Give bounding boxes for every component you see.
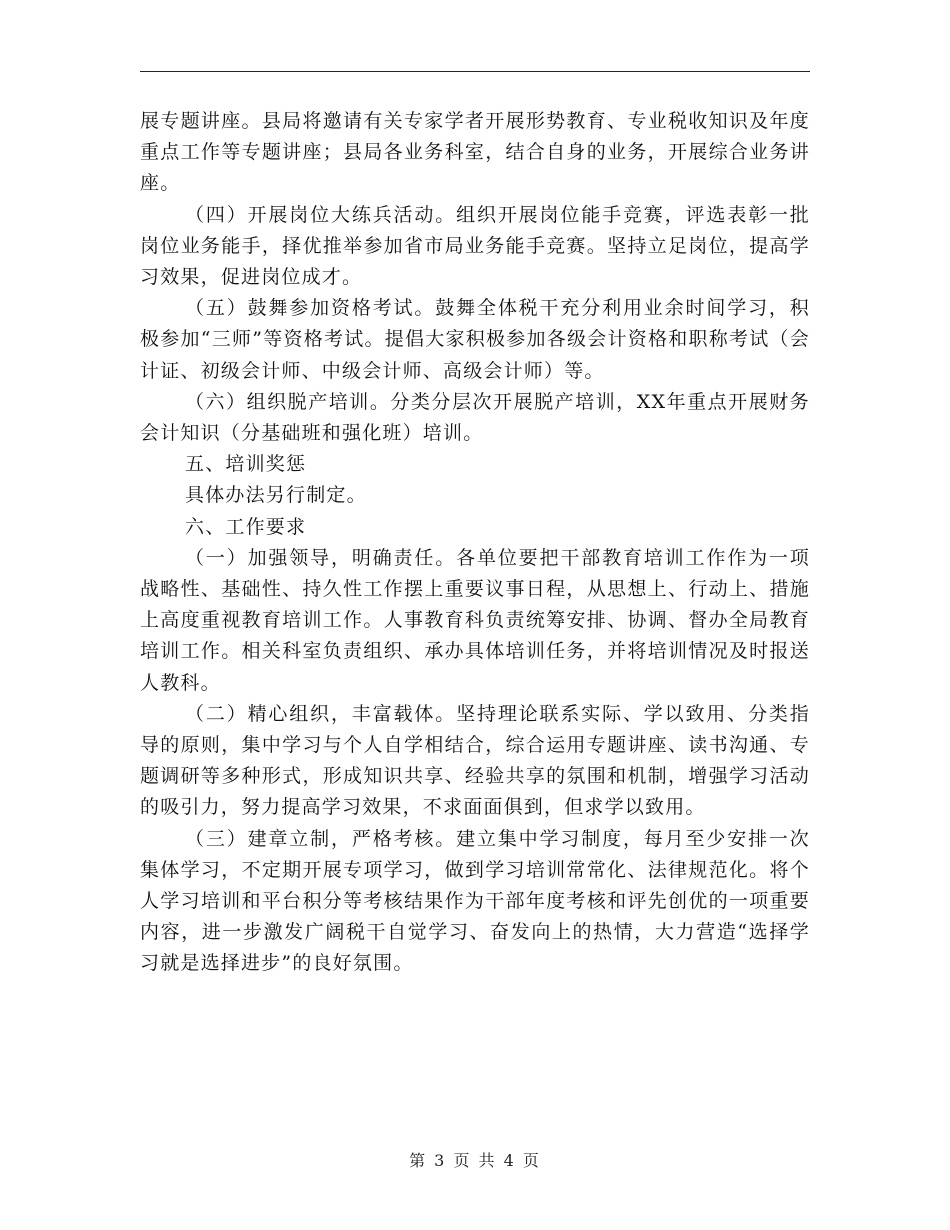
paragraph-job-training: （四）开展岗位大练兵活动。组织开展岗位能手竞赛，评选表彰一批岗位业务能手，择优推举参加省市局业务能手竞赛。坚持立足岗位，提高学习效果，促进岗位成才。 (140, 203, 810, 289)
section-heading-requirements: 六、工作要求 (185, 515, 307, 538)
paragraph-assessment: （三）建章立制，严格考核。建立集中学习制度，每月至少安排一次集体学习，不定期开展专项学习，做到学习培训常常化、法律规范化。将个人学习培训和平台积分等考核结果作为干部年度考核和评先创优的一项重要内容，进一步激发广阔税干自觉学习、奋发向上的热情，大力营造“选择学习就是选择进步”的良好氛围。 (140, 827, 810, 975)
paragraph-lecture-continuation: 展专题讲座。县局将邀请有关专家学者开展形势教育、专业税收知识及年度重点工作等专题讲座；县局各业务科室，结合自身的业务，开展综合业务讲座。 (140, 110, 810, 195)
paragraph-qualification-exam: （五）鼓舞参加资格考试。鼓舞全体税干充分利用业余时间学习，积极参加“三师”等资格考试。提倡大家积极参加各级会计资格和职称考试（会计证、初级会计师、中级会计师、高级会计师）等。 (140, 297, 810, 382)
header-rule (140, 71, 810, 72)
paragraph-leadership: （一）加强领导，明确责任。各单位要把干部教育培训工作作为一项战略性、基础性、持久性工作摆上重要议事日程，从思想上、行动上、措施上高度重视教育培训工作。人事教育科负责统筹安排、协调、督办全局教育培训工作。相关科室负责组织、承办具体培训任务，并将培训情况及时报送人教科。 (140, 546, 810, 694)
page-number-footer: 第 3 页 共 4 页 (409, 1151, 541, 1170)
paragraph-offjob-training: （六）组织脱产培训。分类分层次开展脱产培训，XX年重点开展财务会计知识（分基础班和强化班）培训。 (140, 390, 810, 445)
paragraph-rewards-detail: 具体办法另行制定。 (185, 484, 367, 507)
paragraph-organization: （二）精心组织，丰富载体。坚持理论联系实际、学以致用、分类指导的原则，集中学习与个人自学相结合，综合运用专题讲座、读书沟通、专题调研等多种形式，形成知识共享、经验共享的氛围和机制，增强学习活动的吸引力，努力提高学习效果，不求面面俱到，但求学以致用。 (140, 702, 810, 819)
document-body (140, 106, 810, 980)
section-heading-rewards: 五、培训奖惩 (185, 453, 307, 476)
